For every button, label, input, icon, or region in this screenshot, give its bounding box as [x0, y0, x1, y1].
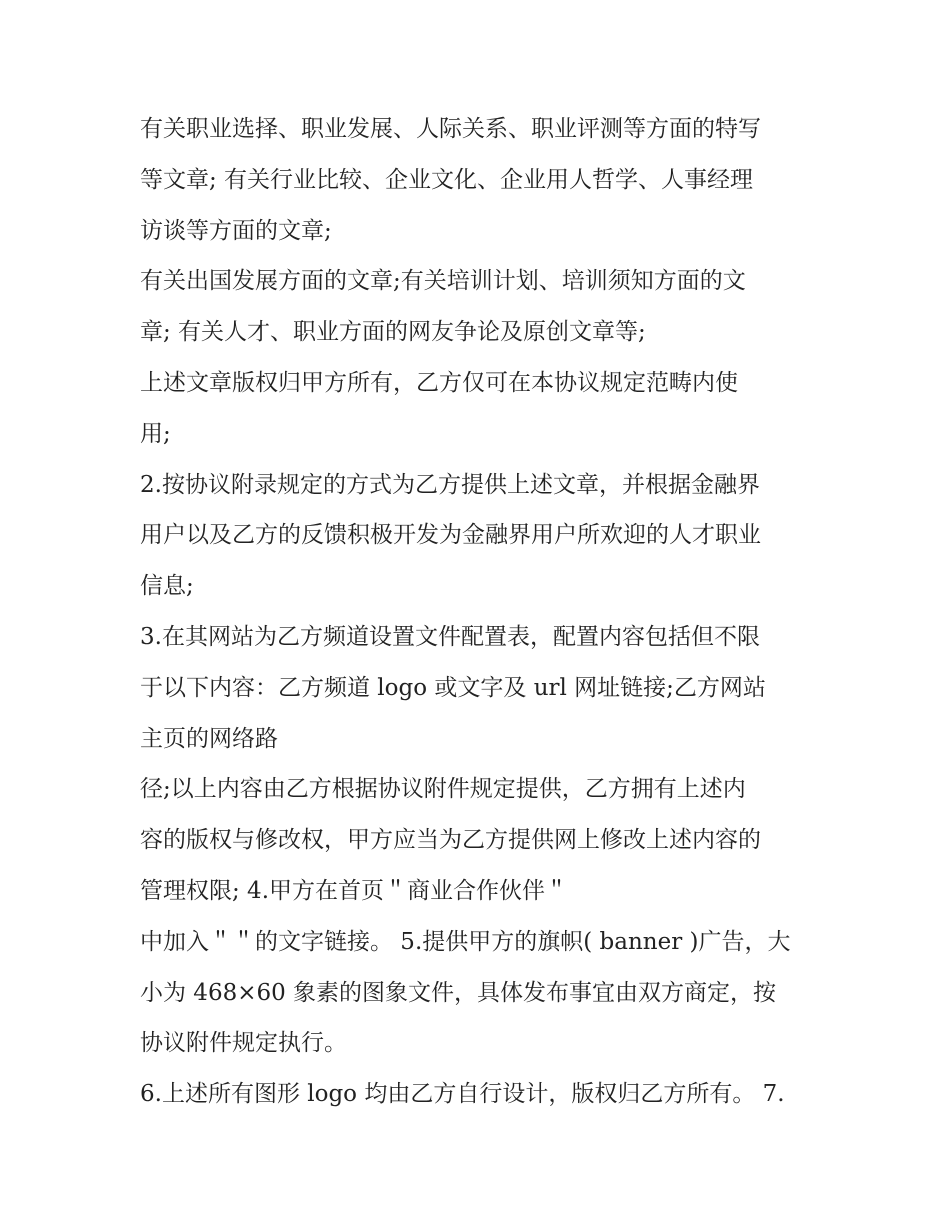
text-line: 有关职业选择、职业发展、人际关系、职业评测等方面的特写: [140, 116, 761, 142]
text-line: 3.在其网站为乙方频道设置文件配置表，配置内容包括但不限: [140, 623, 760, 650]
text-line: 用户以及乙方的反馈积极开发为金融界用户所欢迎的人才职业: [140, 522, 761, 549]
text-line: 主页的网络路: [140, 725, 278, 752]
text-line: 章; 有关人才、职业方面的网友争论及原创文章等;: [140, 319, 646, 346]
text-line: 小为 468×60 象素的图象文件，具体发布事宜由双方商定，按: [140, 979, 777, 1006]
text-line: 信息;: [140, 573, 194, 600]
text-line: 有关出国发展方面的文章;有关培训计划、培训须知方面的文: [140, 268, 746, 295]
text-line: 管理权限; 4.甲方在首页＂商业合作伙伴＂: [140, 877, 569, 904]
text-line: 用;: [140, 420, 171, 447]
document-body: [140, 104, 830, 1120]
text-line: 6.上述所有图形 logo 均由乙方自行设计，版权归乙方所有。 7.: [140, 1081, 785, 1108]
text-line: 协议附件规定执行。: [140, 1030, 347, 1057]
text-line: 于以下内容：乙方频道 logo 或文字及 url 网址链接;乙方网站: [140, 674, 766, 701]
text-line: 中加入＂＂的文字链接。 5.提供甲方的旗帜( banner )广告，大: [140, 928, 791, 955]
text-line: 访谈等方面的文章;: [140, 217, 332, 244]
text-line: 容的版权与修改权，甲方应当为乙方提供网上修改上述内容的: [140, 827, 761, 854]
text-line: 2.按协议附录规定的方式为乙方提供上述文章，并根据金融界: [140, 471, 760, 498]
text-line: 等文章; 有关行业比较、企业文化、企业用人哲学、人事经理: [140, 166, 754, 193]
text-line: 上述文章版权归甲方所有，乙方仅可在本协议规定范畴内使: [140, 369, 738, 396]
text-line: 径;以上内容由乙方根据协议附件规定提供，乙方拥有上述内: [140, 776, 746, 803]
